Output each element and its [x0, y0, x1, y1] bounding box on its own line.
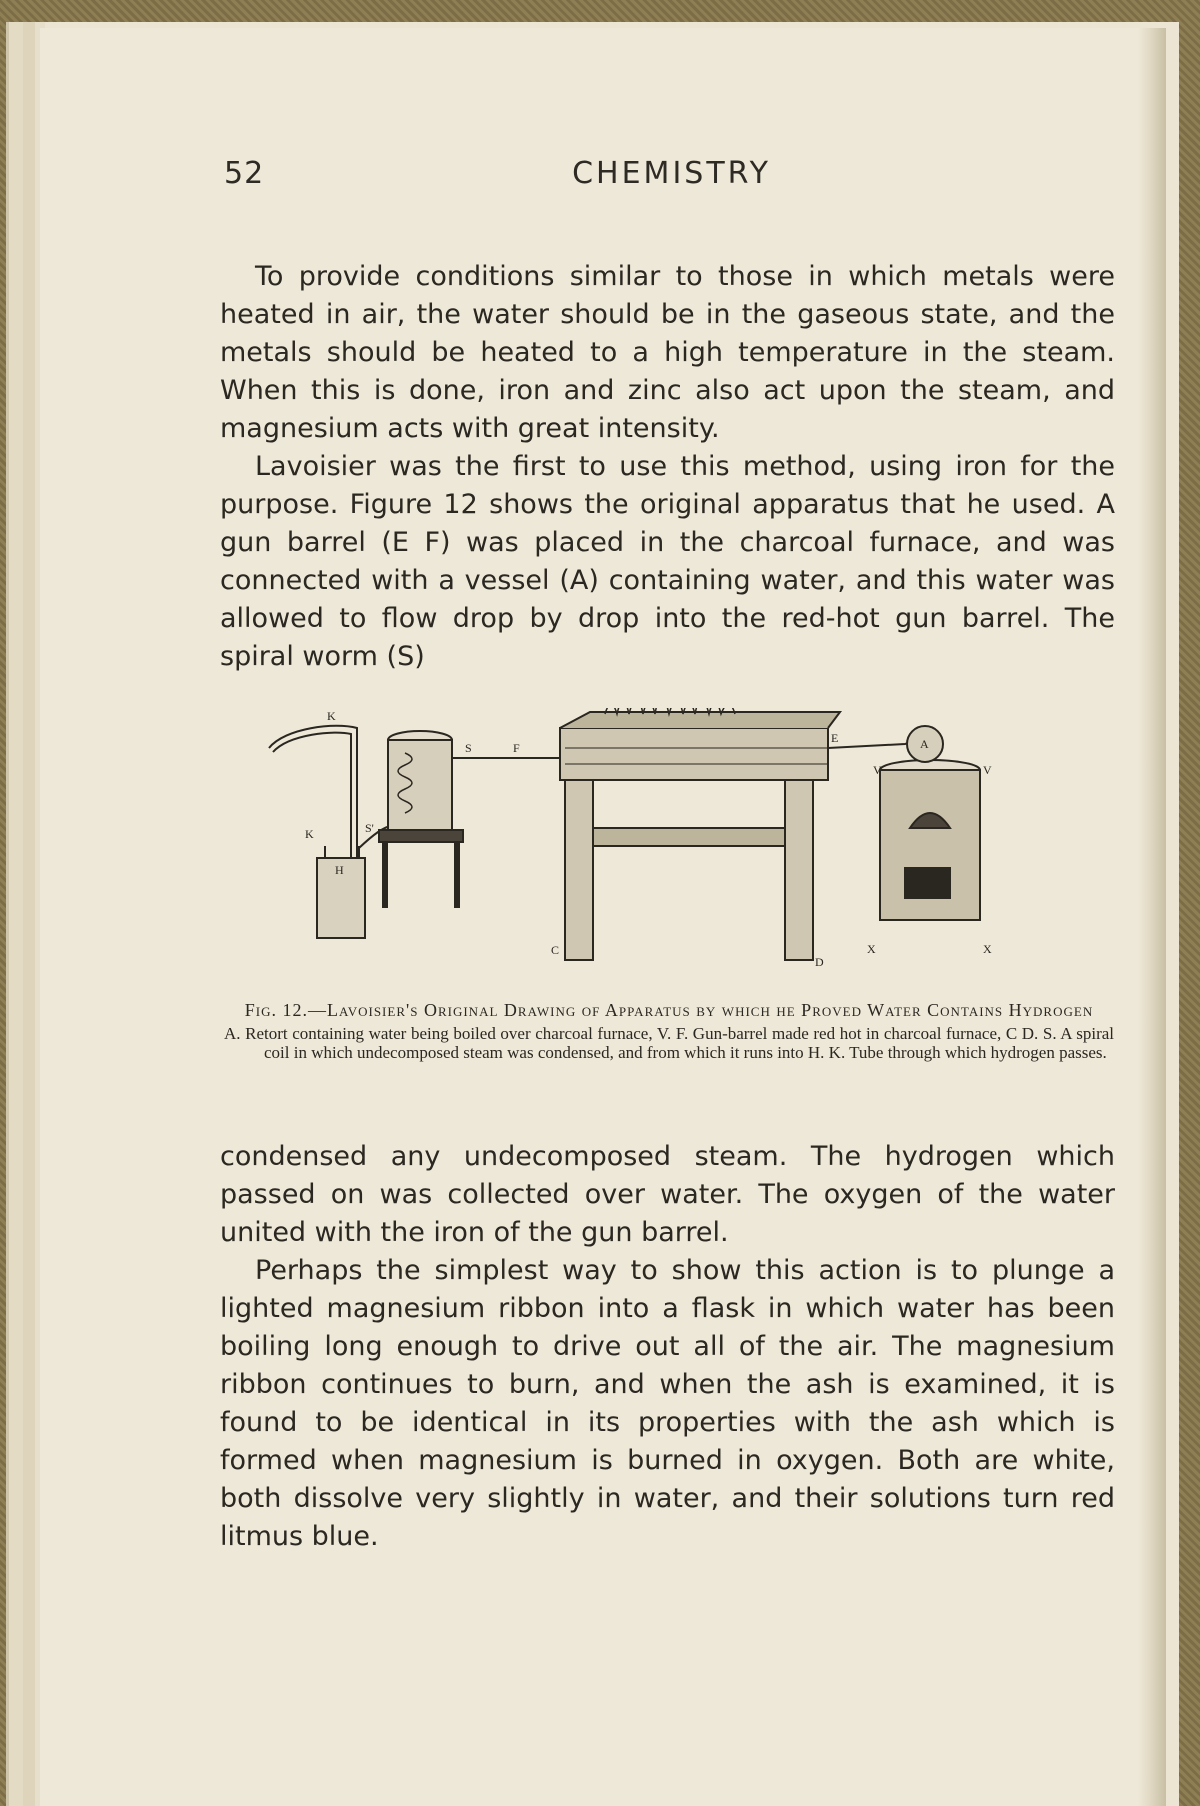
label-a: A	[920, 737, 929, 751]
label-v-right: V	[983, 763, 992, 777]
furnace-leg	[785, 780, 813, 960]
page-header	[224, 156, 1119, 200]
label-s-prime: S'	[365, 821, 374, 835]
paragraph: To provide conditions similar to those in which metals were heated in air, the water should be in the gaseous state, and the metals should be heated to a high temperature in the steam. When this is done, iron and zinc also act upon the steam, and magnesium acts with great intensity.	[220, 261, 1115, 444]
label-x-right: X	[983, 942, 992, 956]
label-x-left: X	[867, 942, 876, 956]
label-f: F	[513, 741, 520, 755]
paragraph: condensed any undecomposed steam. The hydrogen which passed on was collected over water. The oxygen of the water united with the iron of the gun barrel.	[220, 1141, 1115, 1248]
page-number: 52	[224, 156, 265, 191]
label-k-top: K	[327, 709, 336, 723]
paragraph: Perhaps the simplest way to show this action is to plunge a lighted magnesium ribbon into a flask in which water has been boiling long enough to drive out all of the air. The magnesium ribbon continues to burn, and when the ash is examined, it is found to be identical in its properties with the ash which is formed when magnesium is burned in oxygen. Both are white, both dissolve very slightly in water, and their solutions turn red litmus blue.	[220, 1255, 1115, 1552]
label-h: H	[335, 863, 344, 877]
apparatus-illustration	[265, 708, 1105, 988]
body-text-top	[220, 258, 1115, 676]
caption-title: Fig. 12.—Lavoisier's Original Drawing of Apparatus by which he Proved Water Contains Hydrogen	[244, 1000, 1094, 1020]
book-page	[40, 28, 1166, 1806]
furnace-top	[560, 728, 828, 780]
label-c: C	[551, 943, 560, 957]
label-k-side: K	[305, 827, 314, 841]
paragraph: Lavoisier was the first to use this method, using iron for the purpose. Figure 12 shows the original apparatus that he used. A gun barrel (E F) was placed in the charcoal furnace, and was connected with a vessel (A) containing water, and this water was allowed to flow drop by drop into the red-hot gun barrel. The spiral worm (S)	[220, 451, 1115, 672]
label-e: E	[831, 731, 839, 745]
condenser-vessel	[388, 740, 452, 830]
label-d: D	[815, 955, 824, 969]
page-gutter	[1138, 28, 1166, 1806]
caption-body: A. Retort containing water being boiled over charcoal furnace, V. F. Gun-barrel made red hot in charcoal furnace, C D. S. A spiral coil in which undecomposed steam was condensed, and from which it runs into H. K. Tube through which hydrogen passes.	[224, 1024, 1114, 1062]
running-head: CHEMISTRY	[572, 156, 771, 191]
label-v-left: V	[873, 763, 882, 777]
body-text-bottom	[220, 1138, 1115, 1556]
figure-caption	[224, 1000, 1114, 1062]
label-s: S	[465, 741, 472, 755]
furnace-leg	[565, 780, 593, 960]
